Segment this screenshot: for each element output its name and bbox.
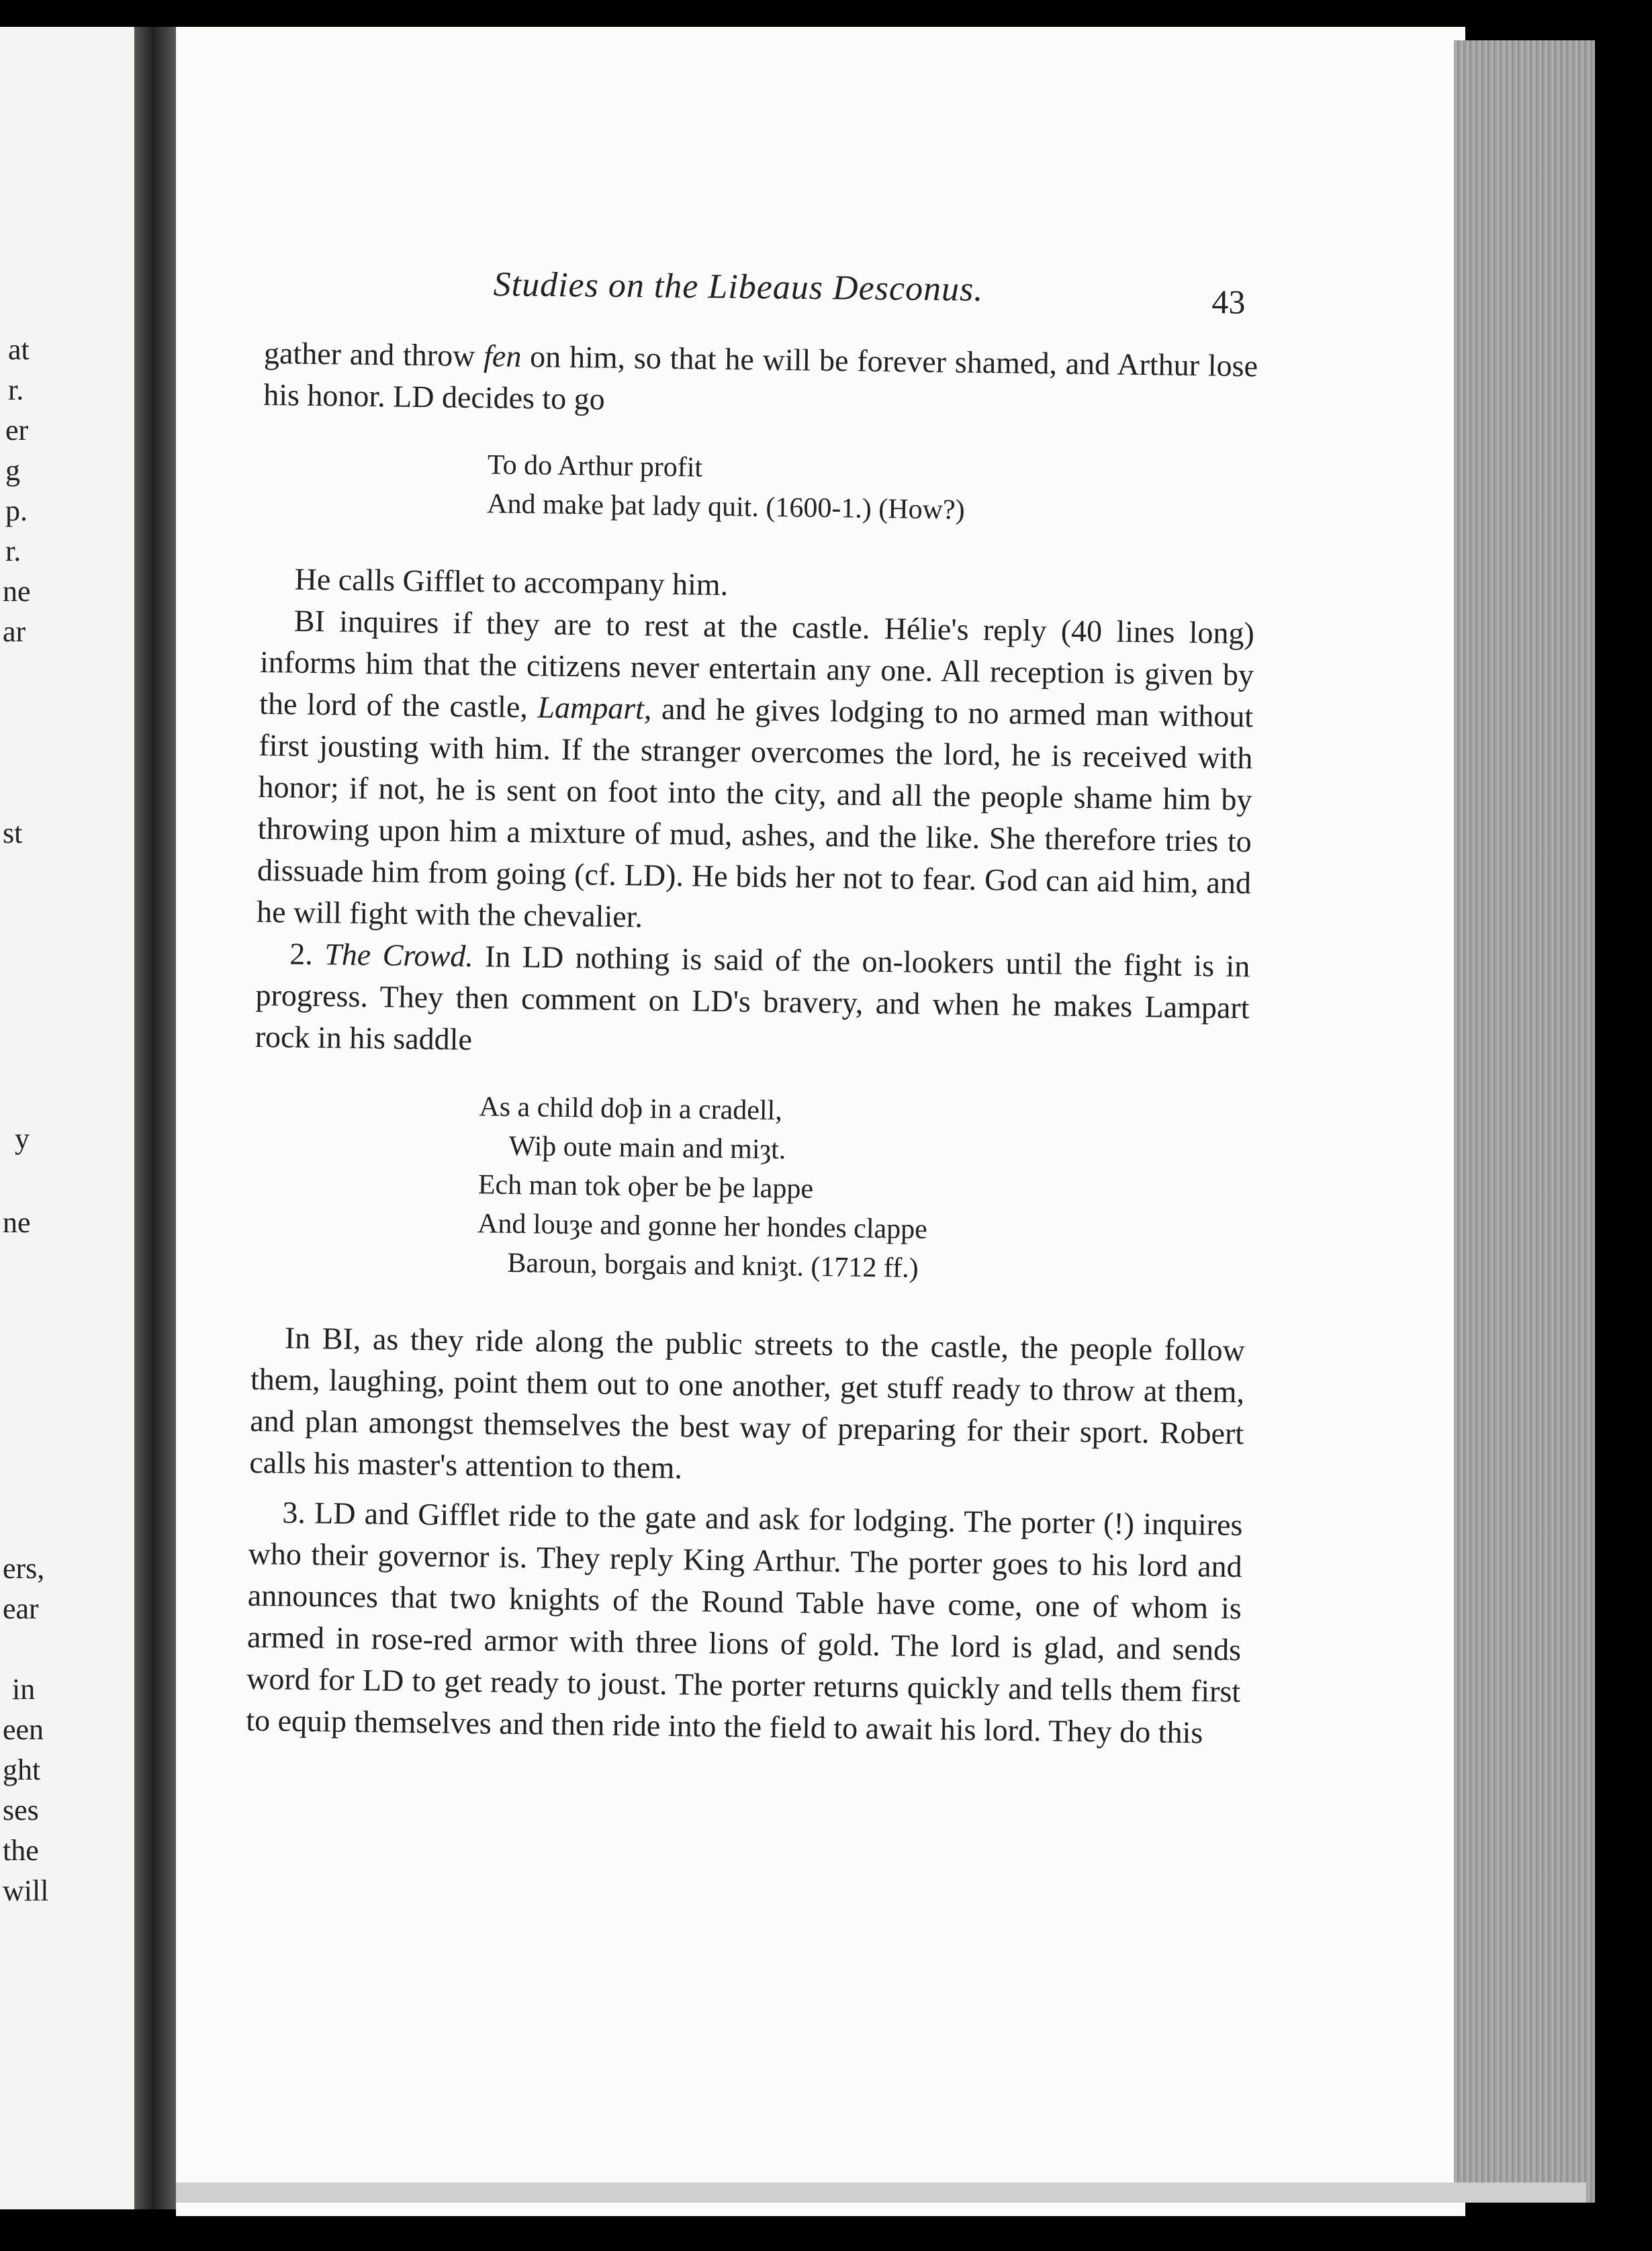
verse-quote [252,1085,1248,1292]
running-title: Studies on the Libeaus Desconus. [493,265,984,309]
paragraph: He calls Gifflet to accompany him. [294,561,729,602]
left-fragment: in [12,1673,36,1706]
verse-line: And louȝe and gonne her hondes clappe [477,1208,928,1246]
left-fragment: ne [3,1206,31,1239]
page-block-edge [1454,40,1595,2203]
left-fragment: y [15,1122,30,1155]
verse-line: Ech man tok oþer be þe lappe [477,1169,814,1205]
paragraph: 3. LD and Gifflet ride to the gate and ask for lodging. The porter (!) inquires who their governor is. They reply King Arthur. The porter goes to his lord and announces that two knights of the Round Table have come, one of whom is armed in rose-red armor with three lions of gold. The lord is glad, and sends word for LD to get ready to joust. The porter returns quickly and tells them first to equip themselves and then ride into the field to await his lord. They do this [246,1495,1243,1750]
left-fragment: ear [3,1592,39,1625]
paragraph [257,600,1254,946]
verse-line: Baroun, borgais and kniȝt. (1712 ff.) [507,1247,919,1284]
page-bottom-edge [176,2183,1586,2203]
page-number: 43 [1211,283,1246,321]
text-run: and he gives lodging to no armed man without first jousting with him. If the stranger overcomes the lord, he is received with honor; if not, he is sent on foot into the city, and all the people shame him by throwing upon him a mixture of mud, ashes, and the like. She therefore tries to dissuade him from going (cf. LD). He bids her not to fear. God can aid him, and he will fight with the chevalier. [256,691,1254,934]
verse-line: And make þat lady quit. (1600-1.) (How?) [486,488,965,526]
verse-line: Wiþ oute main and miȝt. [508,1130,786,1166]
page-body [246,332,1258,1754]
left-fragment: p. [5,494,28,527]
section-number: 2. [289,936,325,972]
left-fragment: ers, [3,1552,45,1585]
paragraph [263,332,1258,428]
left-fragment: at [8,333,30,366]
left-fragment: r. [5,535,21,567]
verse-line: To do Arthur profit [487,449,703,484]
left-fragment: the [3,1834,39,1867]
verse-line: As a child doþ in a cradell, [479,1091,783,1127]
left-fragment: er [5,414,29,447]
left-fragment: ght [3,1753,41,1786]
left-fragment: een [3,1713,44,1746]
text-run: on him, so that he will be forever shamed, and Arthur lose his honor. LD decides to go [263,339,1258,416]
book-gutter [134,27,181,2209]
verse-quote [262,443,1256,533]
paragraph: In BI, as they ride along the public streets to the castle, the people follow them, laughing, point them out to one another, get stuff ready to throw at them, and plan amongst themselves the best way of preparing for their sport. Robert calls his master's attention to them. [249,1320,1246,1485]
text-run: gather and throw [263,335,484,373]
paragraph [255,933,1250,1070]
section-heading: The Crowd. [324,937,474,974]
left-fragment: will [3,1874,49,1907]
text-run: BI inquires if they are to rest at the castle. Hélie's reply (40 lines long) informs him that the citizens never entertain any one. All reception is given by the lord of the castle, [259,603,1255,725]
left-fragment: ar [3,615,26,648]
left-fragment: r. [8,373,24,406]
left-page-margin-text [0,27,134,2209]
italic-word: Lampart, [537,690,652,726]
left-fragment: g [5,454,20,487]
text-run: In LD nothing is said of the on-lookers until the fight is in progress. They then comment on LD's bravery, and when he makes Lampart rock in his saddle [255,939,1250,1057]
left-page [0,27,138,2209]
left-fragment: ne [3,575,31,608]
italic-word: fen [483,338,522,374]
left-fragment: st [3,817,23,849]
running-head [231,262,1246,326]
left-fragment: ses [3,1794,39,1827]
